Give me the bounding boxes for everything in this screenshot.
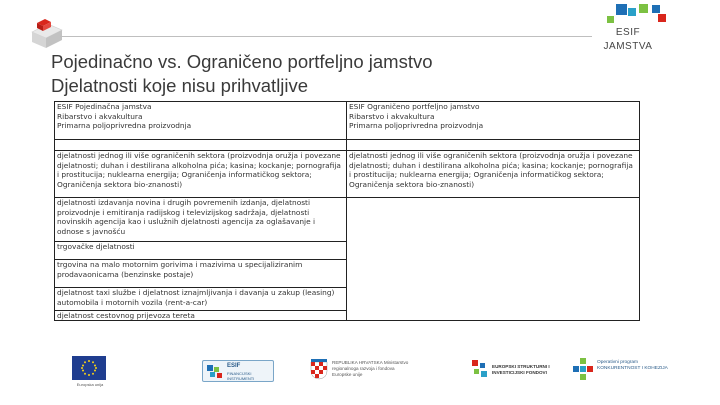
table-header-divider	[55, 140, 639, 151]
table-header-line: Ribarstvo i akvakultura	[57, 111, 143, 121]
esif-squares-icon	[207, 365, 223, 378]
table-cell-text: djelatnosti izdavanja novina i drugih povremenih izdanja, djelatnosti proizvodnje i emitiranja radijskog i televizijskog sadržaja, djelatnosti novinskih agencija kao i uslužnih djelatnosti agencija za oglašavanje i odnose s javnošću	[57, 198, 316, 236]
table-column-pojedinacna	[55, 102, 347, 320]
table-cell-text: trgovačke djelatnosti	[57, 242, 135, 251]
esif-fin-subtitle: FINANCIJSKI INSTRUMENTI	[227, 371, 255, 381]
operativni-program-icon	[573, 358, 593, 380]
esif-red-cube-icon	[28, 18, 68, 52]
table-header-line: Primarna poljoprivredna proizvodnja	[57, 121, 192, 130]
esif-jamstva-label: ESIF JAMSTVA	[603, 27, 653, 52]
croatia-coat-of-arms-icon	[310, 358, 328, 380]
comparison-table	[54, 101, 640, 321]
title-line-2: Djelatnosti koje nisu prihvatljive	[51, 75, 309, 96]
croatia-ministry-label: REPUBLIKA HRVATSKA Ministarstvo regionalnoga razvoja i fondova Europske unije	[332, 360, 409, 377]
eu-flag-icon	[72, 356, 106, 380]
title-line-1: Pojedinačno vs. Ograničeno portfeljno jamstvo	[51, 51, 433, 72]
table-header-line: Ribarstvo i akvakultura	[349, 111, 435, 121]
table-cell-text: djelatnosti jednog ili više ograničenih sektora (proizvodnja oružja i povezane djelatnosti; duhan i destilirana alkoholna pića; kasina; kockanje; pornografija i prostitucija; nuklearna energija; Ograničenja informatičkog sektora; Ograničenja sektora bio-znanosti)	[57, 151, 341, 189]
footer-logos	[0, 350, 720, 405]
table-header-cell-right	[347, 102, 639, 140]
table-cell-text: trgovina na malo motornim gorivima i mazivima u specijaliziranim prodavaonicama (benzinske postaje)	[57, 260, 303, 279]
table-row	[55, 242, 346, 260]
table-row-empty	[347, 198, 639, 321]
table-cell-text: djelatnost cestovnog prijevoza tereta	[57, 311, 195, 320]
table-row	[347, 151, 639, 198]
eu-flag-label: Europska unija	[76, 382, 104, 387]
table-header-line: ESIF Pojedinačna jamstva	[57, 102, 152, 111]
table-header-cell-left	[55, 102, 346, 140]
eu-funds-star-icon	[472, 360, 488, 378]
table-column-ogranicena	[347, 102, 639, 320]
esif-fin-word: ESIF	[227, 363, 241, 369]
table-header-line: ESIF Ograničeno portfeljno jamstvo	[349, 102, 480, 111]
table-cell-text: djelatnosti jednog ili više ograničenih sektora (proizvodnja oružja i povezane djelatnosti; duhan i destilirana alkoholna pića; kasina; kockanje; pornografija i prostitucija; nuklearna energija; Ograničenja informatičkog sektora; Ograničenja sektora bio-znanosti)	[349, 151, 633, 189]
title-divider	[60, 36, 592, 37]
eu-funds-label: EUROPSKI STRUKTURNI I INVESTICIJSKI FONDOVI	[492, 364, 550, 375]
operativni-program-label: Operativni program KONKURENTNOST I KOHEZIJA	[597, 360, 668, 371]
table-row	[55, 151, 346, 198]
page-title	[51, 50, 591, 98]
table-cell-text: djelatnost taxi službe i djelatnost iznajmljivanja i davanja u zakup (leasing) automobila i motornih vozila (rent-a-car)	[57, 288, 335, 307]
table-row	[55, 288, 346, 311]
table-header-line: Primarna poljoprivredna proizvodnja	[349, 121, 484, 130]
esif-financijski-logo	[202, 360, 274, 382]
table-row	[55, 260, 346, 288]
table-row	[55, 198, 346, 242]
esif-jamstva-logo-icon	[606, 4, 668, 28]
table-row	[55, 311, 346, 321]
